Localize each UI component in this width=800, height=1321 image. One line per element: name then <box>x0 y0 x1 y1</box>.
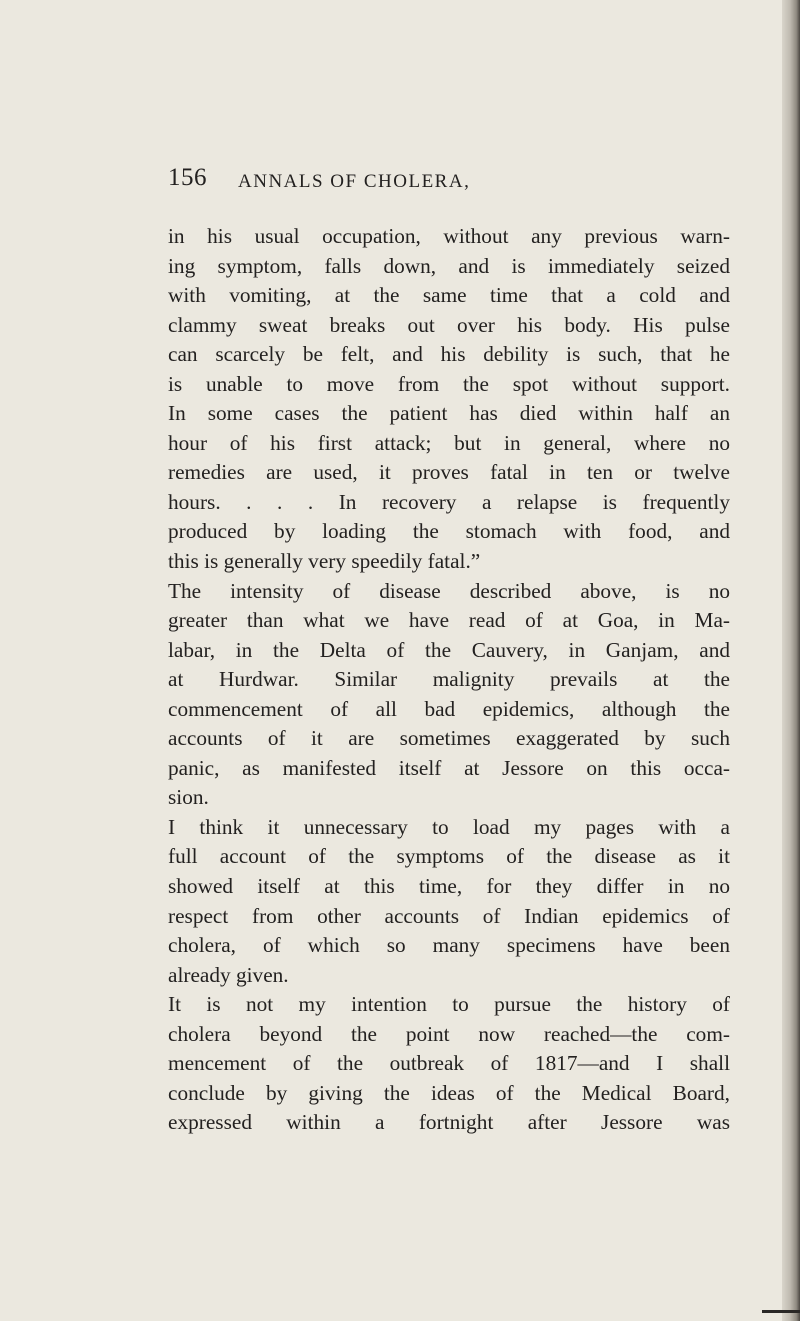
text-line: remedies are used, it proves fatal in ten or twelve <box>168 460 730 485</box>
text-line: I think it unnecessary to load my pages with a <box>168 814 730 839</box>
text-line: clammy sweat breaks out over his body. His pulse <box>168 312 730 337</box>
text-line: this is generally very speedily fatal.” <box>168 549 481 574</box>
text-line: accounts of it are sometimes exaggerated by such <box>168 726 730 751</box>
text-line: conclude by giving the ideas of the Medical Board, <box>168 1080 730 1105</box>
text-line: commencement of all bad epidemics, although the <box>168 696 730 721</box>
page-header <box>0 160 784 196</box>
text-line: mencement of the outbreak of 1817—and I shall <box>168 1051 730 1076</box>
text-line: It is not my intention to pursue the history of <box>168 992 730 1017</box>
text-line: greater than what we have read of at Goa, in Ma- <box>168 608 730 633</box>
running-head: ANNALS OF CHOLERA, <box>238 171 471 192</box>
text-line: is unable to move from the spot without support. <box>168 371 730 396</box>
text-line: In some cases the patient has died within half an <box>168 401 730 426</box>
text-line: sion. <box>168 785 209 810</box>
text-line: labar, in the Delta of the Cauvery, in Ganjam, and <box>168 637 730 662</box>
text-line: cholera beyond the point now reached—the com- <box>168 1021 730 1046</box>
text-line: panic, as manifested itself at Jessore on this occa- <box>168 755 730 780</box>
text-line: respect from other accounts of Indian epidemics of <box>168 903 730 928</box>
text-line: The intensity of disease described above, is no <box>168 578 730 603</box>
bottom-edge-line <box>762 1310 800 1313</box>
text-line: full account of the symptoms of the disease as it <box>168 844 730 869</box>
text-line: at Hurdwar. Similar malignity prevails at the <box>168 667 730 692</box>
text-line: showed itself at this time, for they differ in no <box>168 874 730 899</box>
text-line: cholera, of which so many specimens have been <box>168 933 730 958</box>
page-number: 156 <box>168 164 207 191</box>
text-line: with vomiting, at the same time that a cold and <box>168 283 730 308</box>
text-line: ing symptom, falls down, and is immediately seized <box>168 253 730 278</box>
text-line: already given. <box>168 962 289 987</box>
page-edge-shadow <box>782 0 800 1321</box>
text-line: in his usual occupation, without any previous warn- <box>168 224 730 248</box>
text-line: hour of his first attack; but in general, where no <box>168 430 730 455</box>
text-line: can scarcely be felt, and his debility is such, that he <box>168 342 730 367</box>
text-line: hours. . . . In recovery a relapse is frequently <box>168 489 730 514</box>
text-line: produced by loading the stomach with food, and <box>168 519 730 544</box>
text-line: expressed within a fortnight after Jessore was <box>168 1110 730 1135</box>
body-text <box>168 222 730 1138</box>
